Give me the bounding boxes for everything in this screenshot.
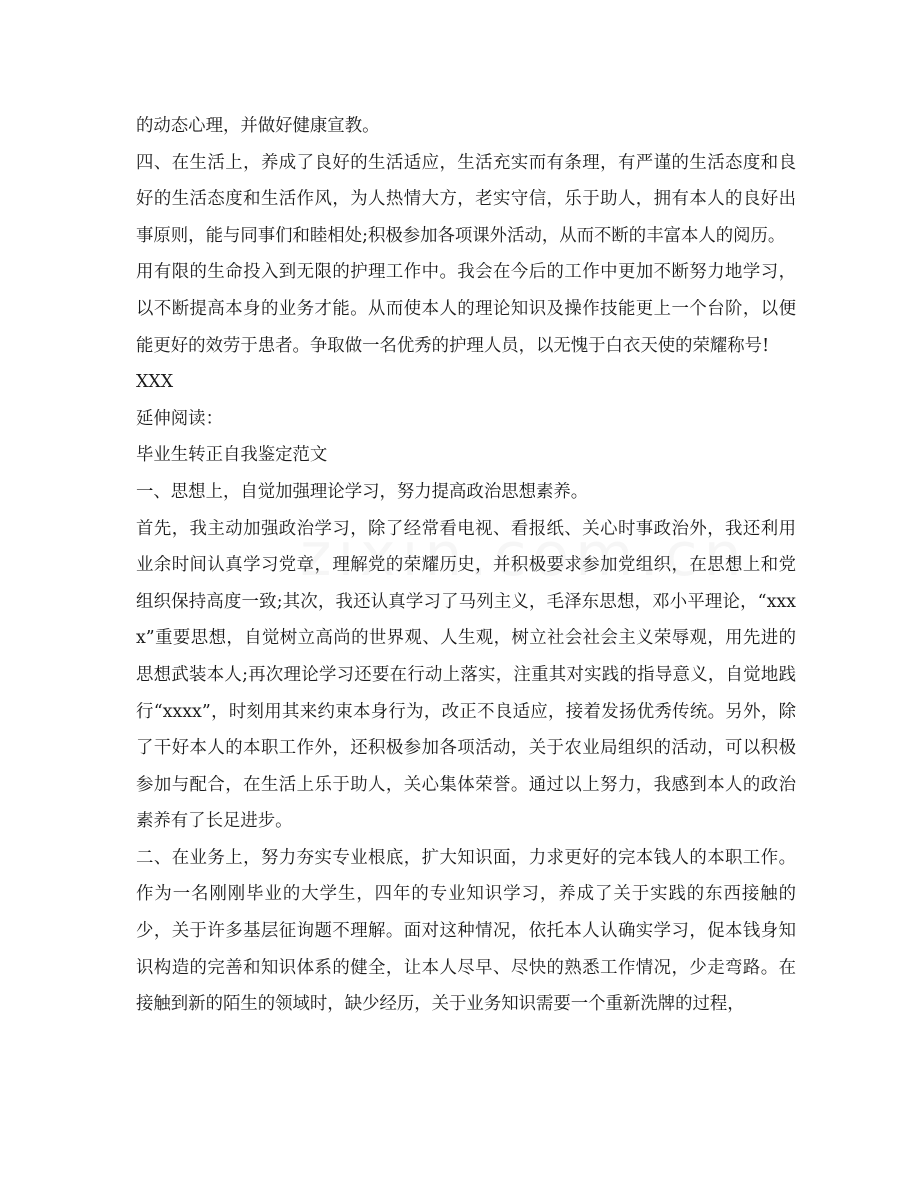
paragraph: 的动态心理，并做好健康宣教。 xyxy=(136,116,380,136)
paragraph: 四、在生活上，养成了良好的生活适应，生活充实而有条理，有严谨的生活态度和良好的生活态度和生活作风，为人热情大方，老实守信，乐于助人，拥有本人的良好出事原则，能与同事们和睦相处;积极参加各项课外活动，从而不断的丰富本人的阅历。 xyxy=(136,152,796,246)
paragraph: 一、思想上，自觉加强理论学习，努力提高政治思想素养。 xyxy=(136,481,589,502)
paragraph: 二、在业务上，努力夯实专业根底，扩大知识面，力求更好的完本钱人的本职工作。作为一名刚刚毕业的大学生，四年的专业知识学习，养成了关于实践的东西接触的少，关于许多基层征询题不理解。面对这种情况，依托本人认确实学习，促本钱身知识构造的完善和知识体系的健全，让本人尽早、尽快的熟悉工作情况，少走弯路。在接触到新的陌生的领域时，缺少经历，关于业务知识需要一个重新洗牌的过程， xyxy=(136,847,796,1015)
section-title: 毕业生转正自我鉴定范文 xyxy=(136,445,328,466)
paragraph: 首先，我主动加强政治学习，除了经常看电视、看报纸、关心时事政治外，我还利用业余时间认真学习党章，理解党的荣耀历史，并积极要求参加党组织，在思想上和党组织保持高度一致;其次，我还认真学习了马列主义，毛泽东思想，邓小平理论，“xxxx”重要思想，自觉树立高尚的世界观、人生观，树立社会社会主义荣辱观，用先进的思想武装本人;再次理论学习还要在行动上落实，注重其对实践的指导意义，自觉地践行“xxxx”，时刻用其来约束本身行为，改正不良适应，接着发扬优秀传统。另外，除了干好本人的本职工作外，还积极参加各项活动，关于农业局组织的活动，可以积极参加与配合，在生活上乐于助人，关心集体荣誉。通过以上努力，我感到本人的政治素养有了长足进步。 xyxy=(136,518,796,832)
extended-reading-label: 延伸阅读： xyxy=(136,408,223,429)
paragraph: 用有限的生命投入到无限的护理工作中。我会在今后的工作中更加不断努力地学习，以不断提高本身的业务才能。从而使本人的理论知识及操作技能更上一个台阶，以便能更好的效劳于患者。争取做一名优秀的护理人员，以无愧于白衣天使的荣耀称号! xyxy=(136,262,796,356)
signature: XXX xyxy=(136,372,174,393)
document-body xyxy=(136,108,796,1023)
